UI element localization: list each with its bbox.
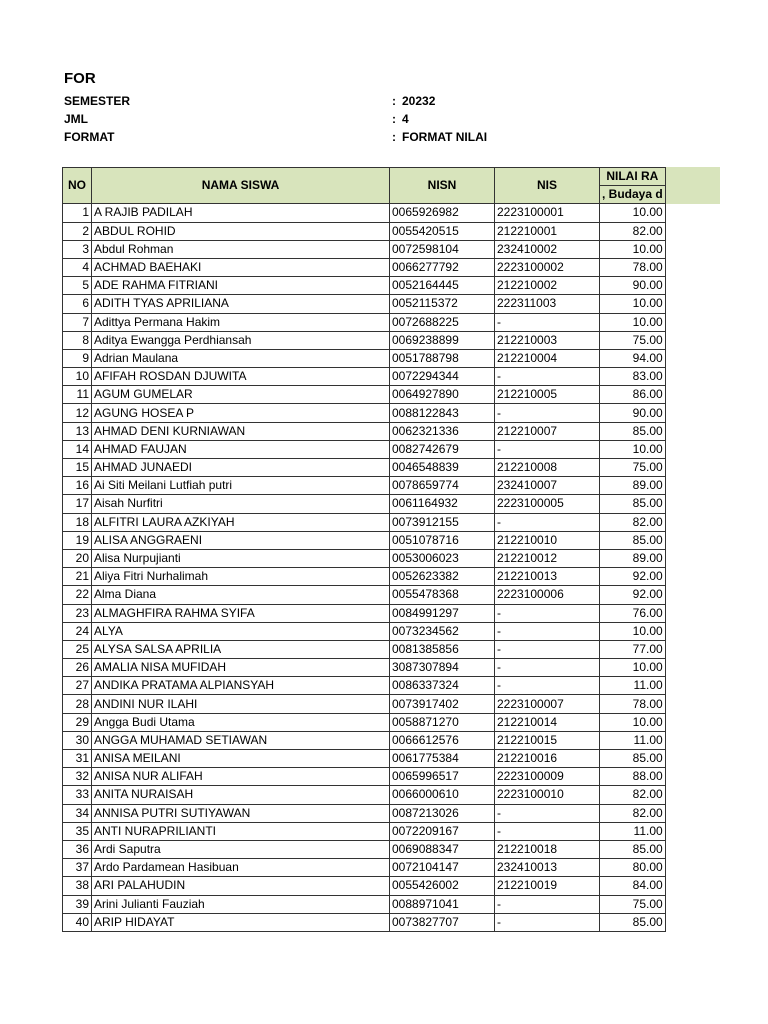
cell-nisn[interactable]: 0066277792 [390, 258, 495, 276]
cell-nilai[interactable]: 82.00 [600, 513, 666, 531]
cell-nilai[interactable]: 92.00 [600, 568, 666, 586]
cell-nisn[interactable]: 0061775384 [390, 750, 495, 768]
cell-nilai[interactable]: 83.00 [600, 368, 666, 386]
table-row [63, 440, 666, 458]
cell-name[interactable]: AFIFAH ROSDAN DJUWITA [92, 368, 390, 386]
cell-name[interactable]: Arini Julianti Fauziah [92, 895, 390, 913]
cell-name[interactable]: Ardo Pardamean Hasibuan [92, 859, 390, 877]
cell-nilai[interactable]: 85.00 [600, 495, 666, 513]
cell-name[interactable]: ANDINI NUR ILAHI [92, 695, 390, 713]
table-row [63, 368, 666, 386]
cell-nis[interactable]: - [495, 822, 600, 840]
table-row [63, 513, 666, 531]
cell-no[interactable]: 13 [63, 422, 92, 440]
cell-nis[interactable]: 212210001 [495, 222, 600, 240]
cell-nisn[interactable]: 0088122843 [390, 404, 495, 422]
cell-nisn[interactable]: 0058871270 [390, 713, 495, 731]
meta-colon: : [392, 130, 396, 144]
cell-name[interactable]: A RAJIB PADILAH [92, 204, 390, 222]
cell-nisn[interactable]: 0072104147 [390, 859, 495, 877]
cell-no[interactable]: 14 [63, 440, 92, 458]
table-row [63, 204, 666, 222]
table-row [63, 331, 666, 349]
table-row [63, 422, 666, 440]
cell-nisn[interactable]: 0062321336 [390, 422, 495, 440]
cell-no[interactable]: 31 [63, 750, 92, 768]
cell-no[interactable]: 29 [63, 713, 92, 731]
cell-nilai[interactable]: 75.00 [600, 331, 666, 349]
cell-nis[interactable]: 212210003 [495, 331, 600, 349]
cell-no[interactable]: 18 [63, 513, 92, 531]
cell-nilai[interactable]: 80.00 [600, 859, 666, 877]
cell-nilai[interactable]: 82.00 [600, 786, 666, 804]
cell-name[interactable]: Alisa Nurpujianti [92, 549, 390, 567]
table-row [63, 404, 666, 422]
cell-name[interactable]: ANISA NUR ALIFAH [92, 768, 390, 786]
table-row [63, 913, 666, 931]
cell-name[interactable]: ARI PALAHUDIN [92, 877, 390, 895]
cell-name[interactable]: ALYSA SALSA APRILIA [92, 640, 390, 658]
cell-nis[interactable]: 2223100001 [495, 204, 600, 222]
cell-nisn[interactable]: 0073827707 [390, 913, 495, 931]
cell-name[interactable]: ALFITRI LAURA AZKIYAH [92, 513, 390, 531]
cell-nilai[interactable]: 11.00 [600, 677, 666, 695]
table-row [63, 568, 666, 586]
cell-nisn[interactable]: 0052164445 [390, 277, 495, 295]
cell-nilai[interactable]: 10.00 [600, 204, 666, 222]
meta-value: FORMAT NILAI [402, 130, 488, 144]
cell-name[interactable]: ADITH TYAS APRILIANA [92, 295, 390, 313]
table-row [63, 877, 666, 895]
cell-nilai[interactable]: 85.00 [600, 422, 666, 440]
cell-nilai[interactable]: 85.00 [600, 750, 666, 768]
cell-no[interactable]: 2 [63, 222, 92, 240]
cell-no[interactable]: 39 [63, 895, 92, 913]
cell-nis[interactable]: - [495, 895, 600, 913]
cell-name[interactable]: ALMAGHFIRA RAHMA SYIFA [92, 604, 390, 622]
cell-nisn[interactable]: 0086337324 [390, 677, 495, 695]
table-row [63, 659, 666, 677]
cell-no[interactable]: 4 [63, 258, 92, 276]
cell-nis[interactable]: 2223100006 [495, 586, 600, 604]
cell-name[interactable]: Ardi Saputra [92, 840, 390, 858]
cell-nilai[interactable]: 10.00 [600, 622, 666, 640]
table-row [63, 713, 666, 731]
cell-no[interactable]: 30 [63, 731, 92, 749]
cell-nisn[interactable]: 0069088347 [390, 840, 495, 858]
table-row [63, 768, 666, 786]
table-row [63, 677, 666, 695]
table-row [63, 277, 666, 295]
cell-nilai[interactable]: 76.00 [600, 604, 666, 622]
cell-no[interactable]: 32 [63, 768, 92, 786]
cell-nilai[interactable]: 84.00 [600, 877, 666, 895]
cell-nis[interactable]: 232410007 [495, 477, 600, 495]
cell-nilai[interactable]: 10.00 [600, 240, 666, 258]
cell-name[interactable]: Alma Diana [92, 586, 390, 604]
cell-nisn[interactable]: 0055420515 [390, 222, 495, 240]
table-row [63, 859, 666, 877]
cell-nis[interactable]: - [495, 622, 600, 640]
cell-nisn[interactable]: 0051078716 [390, 531, 495, 549]
table-row [63, 840, 666, 858]
cell-name[interactable]: ANISA MEILANI [92, 750, 390, 768]
cell-name[interactable]: Ai Siti Meilani Lutfiah putri [92, 477, 390, 495]
cell-nis[interactable]: 2223100010 [495, 786, 600, 804]
cell-name[interactable]: Abdul Rohman [92, 240, 390, 258]
cell-no[interactable]: 40 [63, 913, 92, 931]
table-row [63, 640, 666, 658]
cell-nis[interactable]: 212210010 [495, 531, 600, 549]
cell-no[interactable]: 36 [63, 840, 92, 858]
cell-nisn[interactable]: 0065926982 [390, 204, 495, 222]
cell-nis[interactable]: - [495, 677, 600, 695]
cell-nilai[interactable]: 92.00 [600, 586, 666, 604]
table-row [63, 386, 666, 404]
cell-nis[interactable]: - [495, 313, 600, 331]
cell-nisn[interactable]: 0055426002 [390, 877, 495, 895]
cell-nis[interactable]: 212210014 [495, 713, 600, 731]
table-row [63, 695, 666, 713]
table-row [63, 549, 666, 567]
cell-nilai[interactable]: 10.00 [600, 440, 666, 458]
cell-nisn[interactable]: 0064927890 [390, 386, 495, 404]
cell-name[interactable]: AHMAD DENI KURNIAWAN [92, 422, 390, 440]
cell-nisn[interactable]: 0052115372 [390, 295, 495, 313]
cell-nis[interactable]: 212210012 [495, 549, 600, 567]
cell-no[interactable]: 17 [63, 495, 92, 513]
table-row [63, 822, 666, 840]
cell-nis[interactable]: 222311003 [495, 295, 600, 313]
header-nilai: NILAI RA [600, 168, 666, 186]
meta-label: JML [64, 112, 88, 126]
cell-nisn[interactable]: 0051788798 [390, 349, 495, 367]
cell-nis[interactable]: 232410013 [495, 859, 600, 877]
cell-nisn[interactable]: 0052623382 [390, 568, 495, 586]
cell-no[interactable]: 24 [63, 622, 92, 640]
table-row [63, 222, 666, 240]
cell-name[interactable]: ANTI NURAPRILIANTI [92, 822, 390, 840]
cell-nis[interactable]: - [495, 804, 600, 822]
cell-nisn[interactable]: 0055478368 [390, 586, 495, 604]
cell-name[interactable]: Angga Budi Utama [92, 713, 390, 731]
cell-nisn[interactable]: 0072598104 [390, 240, 495, 258]
cell-nilai[interactable]: 90.00 [600, 404, 666, 422]
cell-no[interactable]: 37 [63, 859, 92, 877]
cell-nis[interactable]: 2223100007 [495, 695, 600, 713]
table-row [63, 295, 666, 313]
header-nilai-sub: , Budaya d [600, 186, 666, 204]
cell-nis[interactable]: - [495, 659, 600, 677]
cell-nisn[interactable]: 0072294344 [390, 368, 495, 386]
cell-name[interactable]: Adittya Permana Hakim [92, 313, 390, 331]
cell-no[interactable]: 15 [63, 459, 92, 477]
cell-no[interactable]: 22 [63, 586, 92, 604]
cell-nis[interactable]: - [495, 913, 600, 931]
cell-nisn[interactable]: 0073917402 [390, 695, 495, 713]
cell-name[interactable]: ANGGA MUHAMAD SETIAWAN [92, 731, 390, 749]
cell-nisn[interactable]: 0078659774 [390, 477, 495, 495]
cell-nis[interactable]: 2223100005 [495, 495, 600, 513]
student-grade-table [62, 167, 666, 932]
cell-nilai[interactable]: 77.00 [600, 640, 666, 658]
meta-value: 4 [402, 112, 409, 126]
cell-nisn[interactable]: 0065996517 [390, 768, 495, 786]
cell-nisn[interactable]: 0072209167 [390, 822, 495, 840]
cell-no[interactable]: 25 [63, 640, 92, 658]
table-row [63, 313, 666, 331]
cell-name[interactable]: ALISA ANGGRAENI [92, 531, 390, 549]
header-nisn: NISN [390, 168, 495, 204]
cell-no[interactable]: 7 [63, 313, 92, 331]
cell-nis[interactable]: - [495, 640, 600, 658]
cell-nisn[interactable]: 0069238899 [390, 331, 495, 349]
cell-name[interactable]: ARIP HIDAYAT [92, 913, 390, 931]
cell-nilai[interactable]: 10.00 [600, 313, 666, 331]
table-row [63, 495, 666, 513]
cell-no[interactable]: 34 [63, 804, 92, 822]
table-row [63, 586, 666, 604]
cell-no[interactable]: 9 [63, 349, 92, 367]
cell-nilai[interactable]: 88.00 [600, 768, 666, 786]
cell-nisn[interactable]: 0053006023 [390, 549, 495, 567]
cell-nisn[interactable]: 0066000610 [390, 786, 495, 804]
cell-name[interactable]: AGUNG HOSEA P [92, 404, 390, 422]
cell-no[interactable]: 3 [63, 240, 92, 258]
cell-nilai[interactable]: 82.00 [600, 804, 666, 822]
sheet-title: FOR [64, 70, 96, 87]
meta-label: SEMESTER [64, 94, 131, 108]
cell-nis[interactable]: - [495, 368, 600, 386]
cell-nisn[interactable]: 0066612576 [390, 731, 495, 749]
header-nis: NIS [495, 168, 600, 204]
cell-nilai[interactable]: 75.00 [600, 895, 666, 913]
cell-name[interactable]: ABDUL ROHID [92, 222, 390, 240]
cell-nilai[interactable]: 82.00 [600, 222, 666, 240]
meta-colon: : [392, 112, 396, 126]
table-row [63, 786, 666, 804]
cell-nisn[interactable]: 0082742679 [390, 440, 495, 458]
cell-nisn[interactable]: 0081385856 [390, 640, 495, 658]
cell-nis[interactable]: - [495, 404, 600, 422]
cell-nis[interactable]: 2223100002 [495, 258, 600, 276]
cell-name[interactable]: ADE RAHMA FITRIANI [92, 277, 390, 295]
cell-nis[interactable]: 212210016 [495, 750, 600, 768]
cell-name[interactable]: Aliya Fitri Nurhalimah [92, 568, 390, 586]
cell-name[interactable]: AHMAD JUNAEDI [92, 459, 390, 477]
cell-nisn[interactable]: 0088971041 [390, 895, 495, 913]
cell-no[interactable]: 16 [63, 477, 92, 495]
table-row [63, 349, 666, 367]
cell-no[interactable]: 35 [63, 822, 92, 840]
cell-nis[interactable]: 212210004 [495, 349, 600, 367]
cell-nilai[interactable]: 89.00 [600, 549, 666, 567]
table-row [63, 622, 666, 640]
cell-no[interactable]: 1 [63, 204, 92, 222]
cell-no[interactable]: 28 [63, 695, 92, 713]
cell-nisn[interactable]: 0072688225 [390, 313, 495, 331]
cell-nis[interactable]: - [495, 604, 600, 622]
header-fill-overflow [660, 167, 720, 204]
cell-nis[interactable]: - [495, 440, 600, 458]
table-row [63, 750, 666, 768]
meta-colon: : [392, 94, 396, 108]
cell-no[interactable]: 26 [63, 659, 92, 677]
cell-no[interactable]: 20 [63, 549, 92, 567]
cell-nisn[interactable]: 0073234562 [390, 622, 495, 640]
cell-name[interactable]: ALYA [92, 622, 390, 640]
cell-nisn[interactable]: 0084991297 [390, 604, 495, 622]
cell-nisn[interactable]: 0046548839 [390, 459, 495, 477]
table-row [63, 531, 666, 549]
cell-nilai[interactable]: 11.00 [600, 822, 666, 840]
table-row [63, 477, 666, 495]
cell-no[interactable]: 6 [63, 295, 92, 313]
table-row [63, 895, 666, 913]
cell-nilai[interactable]: 10.00 [600, 295, 666, 313]
cell-no[interactable]: 5 [63, 277, 92, 295]
cell-name[interactable]: ANNISA PUTRI SUTIYAWAN [92, 804, 390, 822]
cell-name[interactable]: ANDIKA PRATAMA ALPIANSYAH [92, 677, 390, 695]
table-row [63, 731, 666, 749]
cell-no[interactable]: 23 [63, 604, 92, 622]
cell-name[interactable]: Aditya Ewangga Perdhiansah [92, 331, 390, 349]
cell-nilai[interactable]: 85.00 [600, 531, 666, 549]
cell-nisn[interactable]: 0073912155 [390, 513, 495, 531]
cell-nilai[interactable]: 85.00 [600, 840, 666, 858]
cell-no[interactable]: 11 [63, 386, 92, 404]
header-nama-siswa: NAMA SISWA [92, 168, 390, 204]
cell-name[interactable]: AHMAD FAUJAN [92, 440, 390, 458]
cell-nis[interactable]: 212210015 [495, 731, 600, 749]
cell-name[interactable]: ANITA NURAISAH [92, 786, 390, 804]
cell-no[interactable]: 21 [63, 568, 92, 586]
cell-nilai[interactable]: 11.00 [600, 731, 666, 749]
cell-nilai[interactable]: 94.00 [600, 349, 666, 367]
table-row [63, 459, 666, 477]
cell-no[interactable]: 33 [63, 786, 92, 804]
cell-no[interactable]: 10 [63, 368, 92, 386]
cell-nilai[interactable]: 85.00 [600, 913, 666, 931]
cell-nisn[interactable]: 0087213026 [390, 804, 495, 822]
cell-nisn[interactable]: 3087307894 [390, 659, 495, 677]
cell-nis[interactable]: 212210002 [495, 277, 600, 295]
cell-name[interactable]: Aisah Nurfitri [92, 495, 390, 513]
cell-no[interactable]: 8 [63, 331, 92, 349]
cell-name[interactable]: Adrian Maulana [92, 349, 390, 367]
cell-nilai[interactable]: 10.00 [600, 713, 666, 731]
cell-no[interactable]: 27 [63, 677, 92, 695]
table-row [63, 258, 666, 276]
cell-nis[interactable]: 212210007 [495, 422, 600, 440]
cell-nis[interactable]: 212210005 [495, 386, 600, 404]
cell-nisn[interactable]: 0061164932 [390, 495, 495, 513]
cell-name[interactable]: AGUM GUMELAR [92, 386, 390, 404]
cell-nilai[interactable]: 90.00 [600, 277, 666, 295]
cell-nis[interactable]: - [495, 513, 600, 531]
cell-name[interactable]: ACHMAD BAEHAKI [92, 258, 390, 276]
table-row [63, 604, 666, 622]
header-no: NO [63, 168, 92, 204]
cell-name[interactable]: AMALIA NISA MUFIDAH [92, 659, 390, 677]
cell-nis[interactable]: 212210018 [495, 840, 600, 858]
table-row [63, 804, 666, 822]
cell-nilai[interactable]: 75.00 [600, 459, 666, 477]
cell-nis[interactable]: 212210019 [495, 877, 600, 895]
cell-nis[interactable]: 232410002 [495, 240, 600, 258]
cell-no[interactable]: 19 [63, 531, 92, 549]
meta-label: FORMAT [64, 130, 115, 144]
cell-nilai[interactable]: 86.00 [600, 386, 666, 404]
cell-nilai[interactable]: 78.00 [600, 695, 666, 713]
cell-nis[interactable]: 2223100009 [495, 768, 600, 786]
meta-value: 20232 [402, 94, 436, 108]
cell-nis[interactable]: 212210008 [495, 459, 600, 477]
cell-no[interactable]: 38 [63, 877, 92, 895]
table-row [63, 240, 666, 258]
cell-nilai[interactable]: 78.00 [600, 258, 666, 276]
cell-no[interactable]: 12 [63, 404, 92, 422]
cell-nilai[interactable]: 89.00 [600, 477, 666, 495]
cell-nis[interactable]: 212210013 [495, 568, 600, 586]
cell-nilai[interactable]: 10.00 [600, 659, 666, 677]
